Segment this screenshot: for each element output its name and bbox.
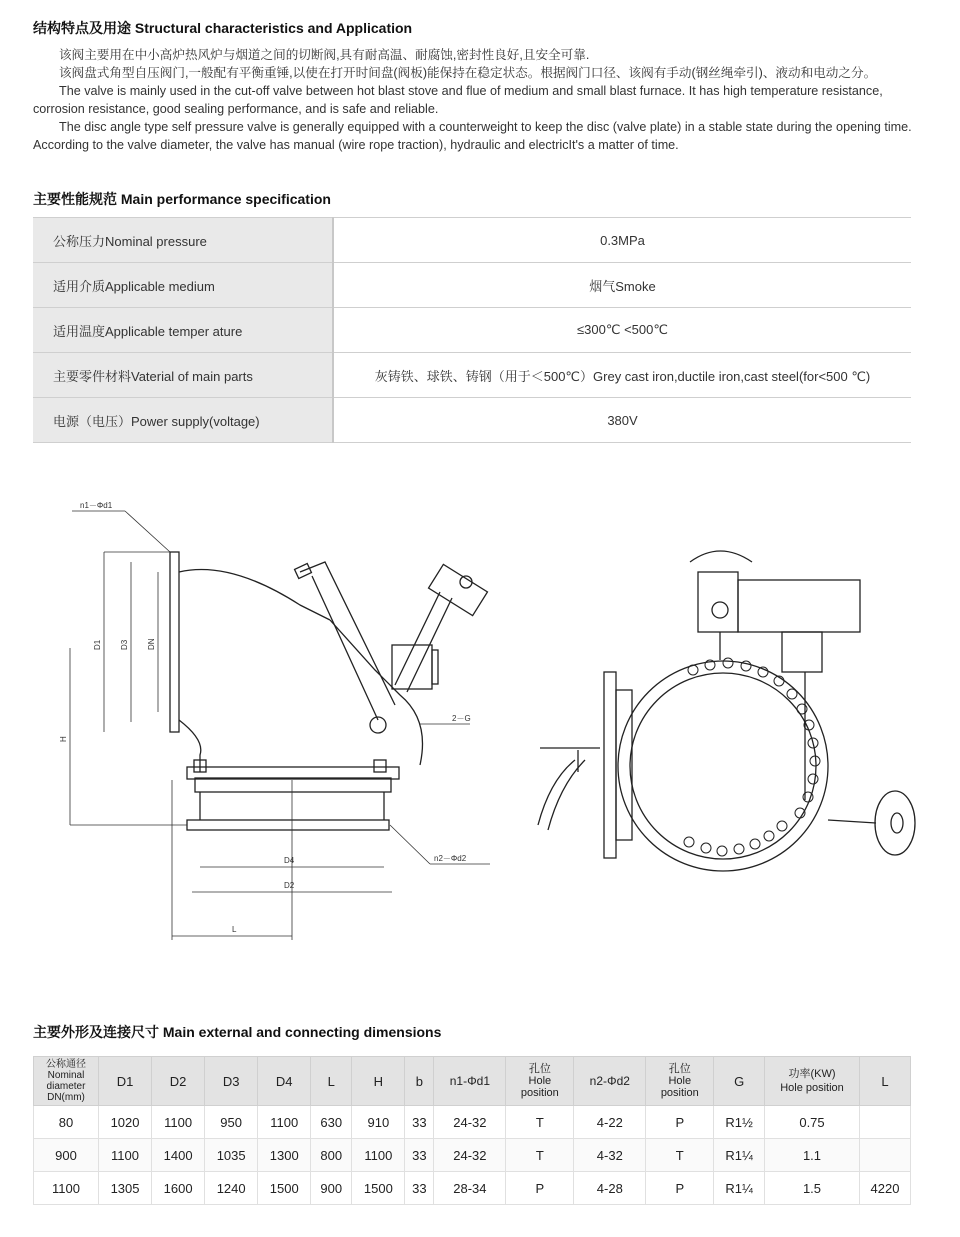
front-view [538,551,915,871]
table-cell: 1100 [352,1139,405,1172]
lever-arm [300,562,395,705]
table-cell: R1¼ [714,1139,765,1172]
bolt-hole [741,661,751,671]
counterweight [429,564,488,615]
label-n1: n1－Φd1 [80,501,113,510]
table-cell: P [646,1172,714,1205]
header-g: G [714,1057,765,1106]
label-d4: D4 [284,856,295,865]
side-view [170,552,487,830]
section-title-performance: 主要性能规范 Main performance specification [33,191,331,207]
header-h: H [352,1057,405,1106]
table-cell: 24-32 [434,1106,506,1139]
spec-key: 主要零件材料Vaterial of main parts [33,353,333,398]
header-dn-en1: Nominal [47,1070,85,1081]
table-header-row [34,1057,911,1106]
table-cell: P [646,1106,714,1139]
table-cell: 1240 [205,1172,258,1205]
dimensions-body [34,1106,911,1205]
table-cell: R1½ [714,1106,765,1139]
table-cell: 4220 [860,1172,911,1205]
header-hole1-cn: 孔位 [528,1063,551,1075]
table-cell: P [506,1172,574,1205]
leader-n1-diag [125,511,170,552]
header-n1-d1: n1-Φd1 [434,1057,506,1106]
header-d2: D2 [152,1057,205,1106]
header-hole2-en1: Hole [668,1075,692,1087]
performance-table [33,217,911,443]
bottom-flange [187,767,399,779]
counterweight-arm [828,820,876,823]
table-cell: 0.75 [765,1106,860,1139]
body-upper-outline [179,569,330,620]
table-cell: 1500 [258,1172,311,1205]
header-hole1-en2: position [520,1087,559,1099]
spec-value: 灰铸铁、球铁、铸钢（用于＜500℃）Grey cast iron,ductile iron,cast steel(for<500 ℃) [333,353,911,398]
bolt-circle [684,658,820,856]
label-dn: DN [147,638,156,650]
bolt-hole [750,839,760,849]
spec-value: 0.3MPa [333,218,911,263]
header-dn-en3: DN(mm) [47,1092,85,1103]
label-n2: n2－Φd2 [434,854,467,863]
dimensions-table [33,1056,911,1205]
table-cell: 4-22 [574,1106,646,1139]
header-d3: D3 [205,1057,258,1106]
actuator-handwheel [712,602,728,618]
actuator-top [690,551,752,562]
cn-paragraph-1: 该阀主要用在中小高炉热风炉与烟道之间的切断阀,具有耐高温、耐腐蚀,密封性良好,且安全可靠. [59,48,590,62]
spec-key: 公称压力Nominal pressure [33,218,333,263]
table-cell: 1100 [152,1106,205,1139]
header-hole1-en1: Hole [528,1075,552,1087]
table-row [33,263,911,308]
table-row [34,1139,911,1172]
counterweight-wheel [875,791,915,855]
table-cell: T [506,1139,574,1172]
inlet-flange [170,552,179,732]
outlet-flange [187,820,389,830]
bolt-hole [787,689,797,699]
table-cell: 28-34 [434,1172,506,1205]
label-l: L [232,925,237,934]
bolt-hole [684,837,694,847]
header-hole2-en2: position [660,1087,699,1099]
header-l2: L [860,1057,911,1106]
valve-drawing [0,480,960,960]
table-cell: 33 [405,1106,434,1139]
spec-value: 380V [333,398,911,443]
table-cell: 24-32 [434,1139,506,1172]
table-cell: 1100 [258,1106,311,1139]
table-cell: 1500 [352,1172,405,1205]
header-b: b [405,1057,434,1106]
table-cell: 1300 [258,1139,311,1172]
table-cell: 4-28 [574,1172,646,1205]
label-d1: D1 [93,639,102,650]
lever-arm-inner [312,576,378,720]
table-cell: 1400 [152,1139,205,1172]
table-cell: 1305 [99,1172,152,1205]
spec-value: 烟气Smoke [333,263,911,308]
structure-description [33,46,923,154]
table-cell: 1020 [99,1106,152,1139]
header-hole-position-2 [646,1057,714,1106]
header-power [765,1057,860,1106]
dimension-lines [70,511,490,940]
table-cell: 33 [405,1172,434,1205]
header-dn-cn: 公称通径 [46,1059,86,1070]
bolt-hole [764,831,774,841]
motor-housing [738,580,860,632]
table-row [33,308,911,353]
header-kw-cn: 功率(KW) [788,1068,836,1080]
table-cell: 900 [311,1172,352,1205]
bolt-right [374,760,386,772]
cn-paragraph-2: 该阀盘式角型自压阀门,一般配有平衡重锤,以使在打开时间盘(阀板)能保持在稳定状态。根据阀门口径、该阀有手动(钢丝绳牵引)、液动和电动之分。 [59,66,877,80]
gearbox [782,632,822,672]
table-cell: T [646,1139,714,1172]
section-title-dimensions: 主要外形及连接尺寸 Main external and connecting dimensions [33,1024,442,1040]
label-h: H [59,736,68,742]
spec-key: 适用温度Applicable temper ature [33,308,333,353]
counterweight-hub [891,813,903,833]
en-paragraph-1: The valve is mainly used in the cut-off valve between hot blast stove and flue of medium and small blast furnace. It has high temperature resistance, corrosion resistance, good sealing performance, and is safe and reliable. [33,84,883,116]
bolt-hole [701,843,711,853]
table-cell: 800 [311,1139,352,1172]
header-hole-position-1 [506,1057,574,1106]
table-cell: 1035 [205,1139,258,1172]
table-cell: 1100 [99,1139,152,1172]
table-cell: 4-32 [574,1139,646,1172]
table-cell [860,1139,911,1172]
header-kw-en: Hole position [780,1082,844,1094]
table-cell [860,1106,911,1139]
table-cell: 33 [405,1139,434,1172]
table-row [34,1106,911,1139]
bolt-hole [777,821,787,831]
table-cell: 910 [352,1106,405,1139]
leader-n2-diag [390,825,430,864]
header-l: L [311,1057,352,1106]
table-cell: 80 [34,1106,99,1139]
section-title-structure: 结构特点及用途 Structural characteristics and Application [33,20,413,36]
table-cell: 1100 [34,1172,99,1205]
en-paragraph-2: The disc angle type self pressure valve is generally equipped with a counterweight to keep the disc (valve plate) in a stable state during the opening time. According to the valve diameter, the valve has manual (wire rope traction), hydraulic and electricIt's a matter of time. [33,120,912,152]
table-cell: 1600 [152,1172,205,1205]
header-d4: D4 [258,1057,311,1106]
header-d1: D1 [99,1057,152,1106]
header-n2-d2: n2-Φd2 [574,1057,646,1106]
table-cell: 900 [34,1139,99,1172]
spec-key: 电源（电压）Power supply(voltage) [33,398,333,443]
bottom-ring [195,778,391,792]
drawing-labels [59,501,471,934]
label-d3: D3 [120,639,129,650]
table-cell: 630 [311,1106,352,1139]
table-row [33,218,911,263]
wire-rope [538,760,575,825]
bolt-hole [688,665,698,675]
bolt-hole [723,658,733,668]
table-cell: R1¼ [714,1172,765,1205]
header-dn-en2: diameter [46,1081,86,1092]
table-row [33,398,911,443]
body-right-outline [330,620,423,765]
table-cell: 1.1 [765,1139,860,1172]
table-row [33,353,911,398]
table-row [34,1172,911,1205]
spec-key: 适用介质Applicable medium [33,263,333,308]
side-port-flange [432,650,438,684]
bolt-hole [717,846,727,856]
wire-rope-edge [548,760,585,830]
bolt-hole [808,774,818,784]
bolt-hole [734,844,744,854]
spec-value: ≤300℃ <500℃ [333,308,911,353]
table-cell: 950 [205,1106,258,1139]
front-flange [604,672,616,858]
table-cell: 1.5 [765,1172,860,1205]
label-d2: D2 [284,881,295,890]
header-nominal-diameter [34,1057,99,1106]
header-hole2-cn: 孔位 [668,1063,691,1075]
table-cell: T [506,1106,574,1139]
front-body-inner [630,673,816,859]
body-lower-outline [179,720,201,772]
label-g: 2－G [452,714,471,723]
